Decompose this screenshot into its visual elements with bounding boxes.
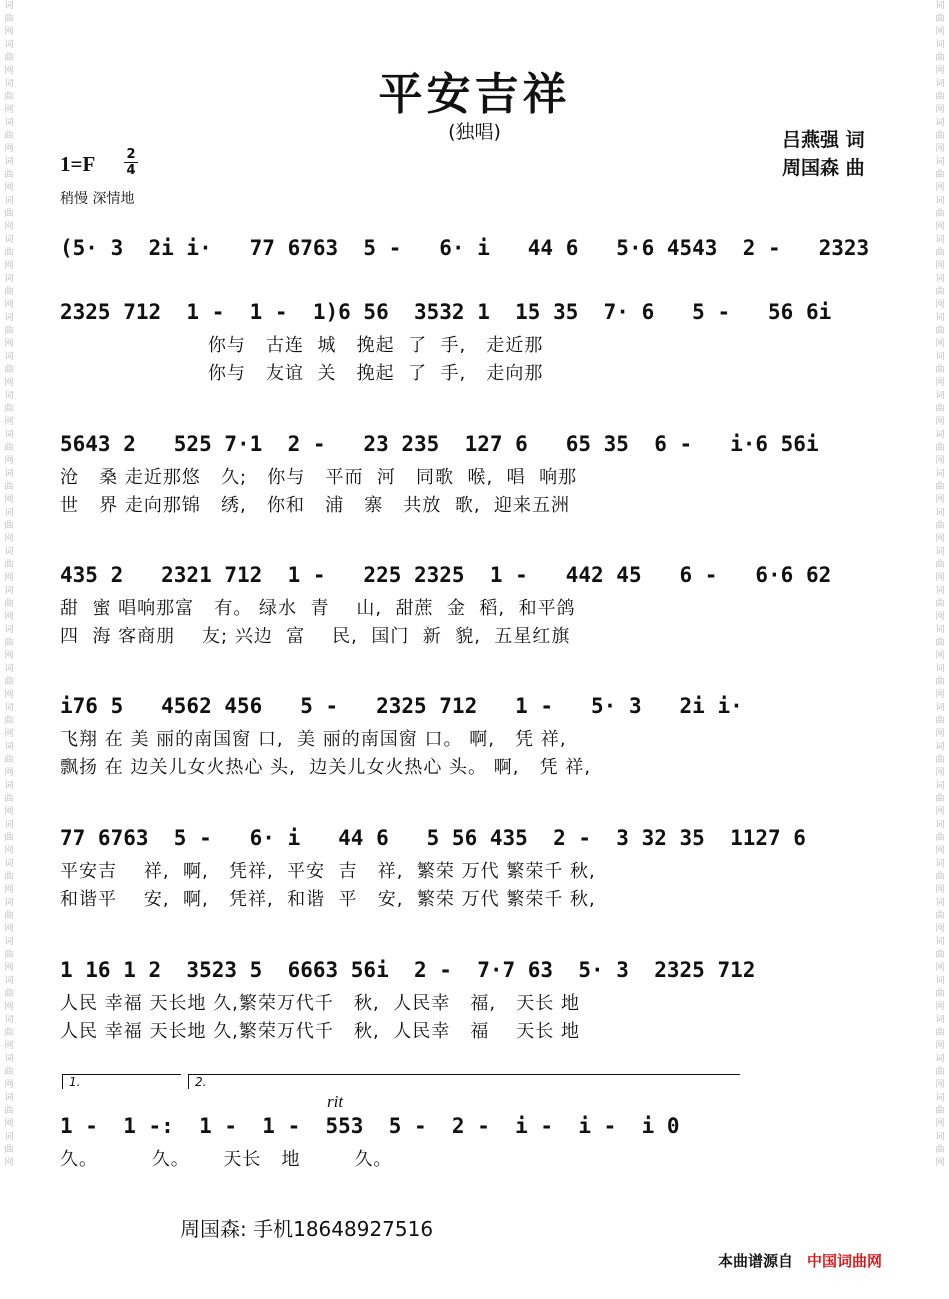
score-system (60, 818, 890, 914)
volta-first-ending: 1. (62, 1074, 181, 1089)
notation-line: 435 2 2321 712 1 - 225 2325 1 - 442 45 6 - 6·6 62 (60, 563, 832, 587)
contact-phone: 周国森: 手机18648927516 (180, 1217, 434, 1241)
lyric-verse-2: 飘扬 在 边关儿女火热心 头, 边关儿女火热心 头。 啊, 凭 祥, (60, 757, 592, 778)
key-signature: 1=F (60, 152, 96, 176)
score-system (60, 292, 890, 388)
watermark-left: 词曲网词曲网词曲网词曲网词曲网词曲网词曲网词曲网词曲网词曲网词曲网词曲网词曲网词曲网词曲网词曲网词曲网词曲网词曲网词曲网词曲网词曲网词曲网词曲网词曲网词曲网词曲网词曲网词曲网词曲网 (4, 1, 14, 1168)
lyricist-credit: 吕燕强 词 (782, 129, 865, 151)
source-label: 本曲谱源自 (718, 1252, 794, 1270)
notation-line: 2325 712 1 - 1 - 1)6 56 3532 1 15 35 7· 6 5 - 56 6i (60, 300, 832, 324)
notation-line: 5643 2 525 7·1 2 - 23 235 127 6 65 35 6 - i·6 56i (60, 432, 819, 456)
score-system (60, 950, 890, 1046)
lyric-verse-2: 和谐平 安, 啊, 凭祥, 和谐 平 安, 繁荣 万代 繁荣千 秋, (60, 889, 596, 910)
notation-line: i76 5 4562 456 5 - 2325 712 1 - 5· 3 2i i· (60, 694, 743, 718)
notation-line: (5· 3 2i i· 77 6763 5 - 6· i 44 6 5·6 4543 2 - 2323 (60, 236, 870, 260)
lyric-verse-1: 飞翔 在 美 丽的南国窗 口, 美 丽的南国窗 口。 啊, 凭 祥, (60, 729, 567, 750)
lyric-verse-1: 沧 桑 走近那悠 久; 你与 平而 河 同歌 喉, 唱 响那 (60, 467, 578, 488)
notation-line: 1 - 1 -: 1 - 1 - 553 5 - 2 - i - i - i 0 (60, 1114, 680, 1138)
time-signature (124, 148, 138, 177)
time-top: 2 (126, 147, 136, 162)
time-bottom: 4 (126, 163, 136, 178)
watermark-right: 词曲网词曲网词曲网词曲网词曲网词曲网词曲网词曲网词曲网词曲网词曲网词曲网词曲网词曲网词曲网词曲网词曲网词曲网词曲网词曲网词曲网词曲网词曲网词曲网词曲网词曲网词曲网词曲网词曲网词曲网 (935, 1, 945, 1168)
score-system (60, 1106, 890, 1174)
volta-second-ending: 2. (188, 1074, 740, 1089)
song-title: 平安吉祥 (378, 69, 571, 120)
source-brand[interactable]: 中国词曲网 (807, 1252, 883, 1270)
tempo-marking: 稍慢 深情地 (60, 191, 135, 207)
source-attribution (718, 1250, 882, 1271)
lyric-verse-1: 人民 幸福 天长地 久,繁荣万代千 秋, 人民幸 福, 天长 地 (60, 993, 580, 1014)
lyric-verse-1: 久。 久。 天长 地 久。 (60, 1149, 393, 1170)
lyric-verse-2: 四 海 客商朋 友; 兴边 富 民, 国门 新 貌, 五星红旗 (60, 626, 571, 647)
lyric-verse-1: 甜 蜜 唱响那富 有。 绿水 青 山, 甜蔗 金 稻, 和平鸽 (60, 598, 576, 619)
lyric-verse-1: 你与 古连 城 挽起 了 手, 走近那 (60, 335, 544, 356)
score-system (60, 555, 890, 651)
composer-credit: 周国森 曲 (782, 157, 865, 179)
lyric-verse-1: 平安吉 祥, 啊, 凭祥, 平安 吉 祥, 繁荣 万代 繁荣千 秋, (60, 861, 596, 882)
ritardando-marking: rit (327, 1092, 344, 1111)
notation-line: 77 6763 5 - 6· i 44 6 5 56 435 2 - 3 32 35 1127 6 (60, 826, 806, 850)
score-system (60, 686, 890, 782)
lyric-verse-2: 你与 友谊 关 挽起 了 手, 走向那 (60, 363, 544, 384)
notation-line: 1 16 1 2 3523 5 6663 56i 2 - 7·7 63 5· 3 2325 712 (60, 958, 756, 982)
song-subtitle: (独唱) (448, 121, 501, 143)
score-system (60, 424, 890, 520)
lyric-verse-2: 人民 幸福 天长地 久,繁荣万代千 秋, 人民幸 福 天长 地 (60, 1021, 580, 1042)
lyric-verse-2: 世 界 走向那锦 绣, 你和 浦 寨 共放 歌, 迎来五洲 (60, 495, 571, 516)
score-system (60, 228, 890, 268)
